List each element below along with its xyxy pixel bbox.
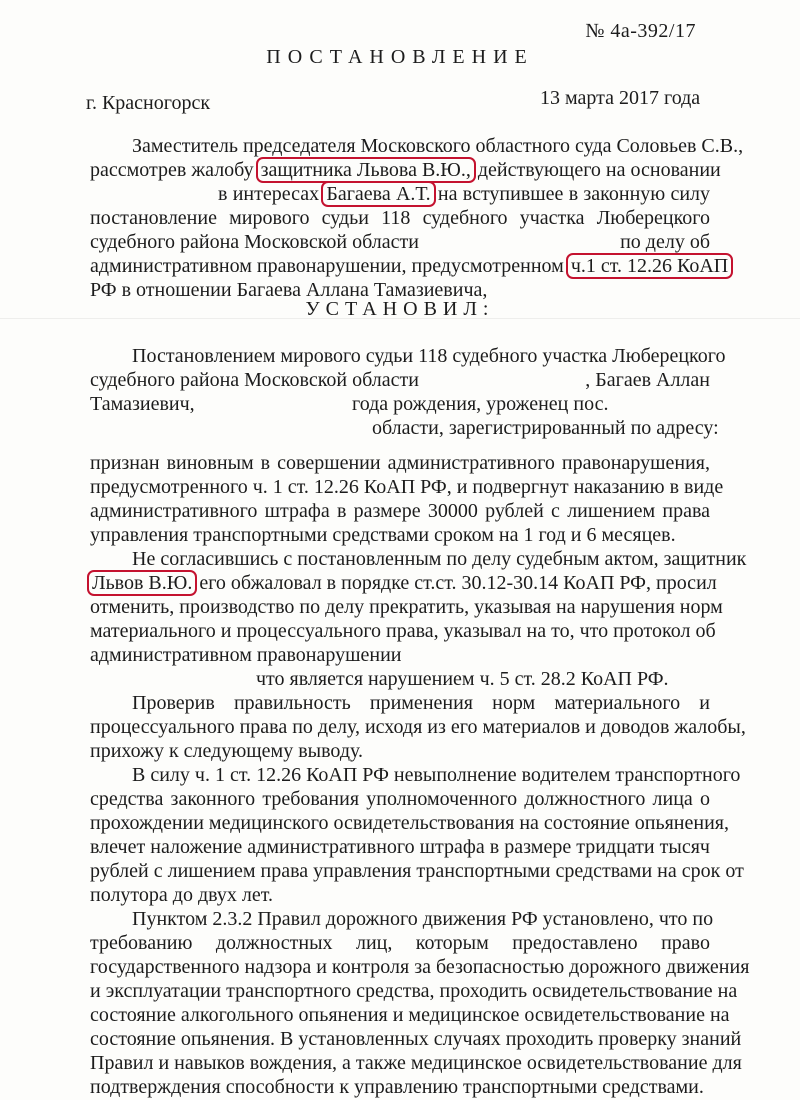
body-line: процессуального права по делу, исходя из его материалов и доводов жалобы, (90, 716, 746, 738)
body-line: предусмотренного ч. 1 ст. 12.26 КоАП РФ, и подвергнут наказанию в виде (90, 476, 724, 498)
document-number: № 4а-392/17 (585, 20, 696, 42)
body-line: рублей с лишением права управления транспортными средствами на срок от (90, 860, 744, 882)
section-heading: УСТАНОВИЛ: (305, 298, 495, 320)
body-line: прохождении медицинского освидетельствования на состояние опьянения, (90, 812, 729, 834)
intro-line: РФ в отношении Багаева Аллана Тамазиевича, (90, 279, 488, 301)
intro-line (90, 157, 721, 183)
intro-text: на вступившее в законную силу (437, 183, 711, 205)
body-line: области, зарегистрированный по адресу: (372, 417, 719, 439)
body-text: судебного района Московской области (90, 369, 419, 391)
body-line: что является нарушением ч. 5 ст. 28.2 КоАП РФ. (256, 668, 669, 690)
body-line: признан виновным в совершении административного правонарушения, (90, 452, 710, 474)
body-line: подтверждения способности к управлению транспортными средствами. (90, 1076, 704, 1098)
intro-line: Заместитель председателя Московского областного суда Соловьев С.В., (132, 135, 744, 157)
body-line: требованию должностных лиц, которым предоставлено право (90, 932, 710, 954)
body-line: административном правонарушении (90, 644, 402, 666)
intro-text: действующего на основании (477, 159, 721, 181)
body-line: Правил и навыков вождения, а также медицинское освидетельствование для (90, 1052, 742, 1074)
body-line: влечет наложение административного штрафа в размере тридцати тысяч (90, 836, 710, 858)
intro-line (218, 181, 710, 207)
body-line: Пунктом 2.3.2 Правил дорожного движения РФ установлено, что по (132, 908, 714, 930)
body-line: В силу ч. 1 ст. 12.26 КоАП РФ невыполнение водителем транспортного (132, 764, 741, 786)
body-text: его обжаловал в порядке ст.ст. 30.12-30.14 КоАП РФ, просил (199, 572, 717, 594)
body-line: и эксплуатации транспортного средства, проходить освидетельствование на (90, 980, 738, 1002)
intro-line (90, 253, 729, 279)
body-line: средства законного требования уполномоченного должностного лица о (90, 788, 710, 810)
highlight-defender-short: Львов В.Ю. (87, 570, 197, 596)
body-line: управления транспортными средствами сроком на 1 год и 6 месяцев. (90, 524, 676, 546)
body-line: Постановлением мирового судьи 118 судебного участка Люберецкого (132, 345, 726, 367)
body-line: отменить, производство по делу прекратить, указывая на нарушения норм (90, 596, 723, 618)
document-place: г. Красногорск (86, 92, 211, 114)
body-line (90, 570, 717, 596)
document-title: ПОСТАНОВЛЕНИЕ (266, 46, 534, 68)
document-date: 13 марта 2017 года (540, 87, 701, 109)
intro-text: административном правонарушении, предусмотренном (90, 255, 564, 277)
body-line: состояние алкогольного опьянения и медицинское освидетельствование на (90, 1004, 730, 1026)
intro-line: постановление мирового судьи 118 судебного участка Люберецкого (90, 207, 710, 229)
body-text: года рождения, уроженец пос. (352, 393, 609, 415)
intro-text: судебного района Московской области (90, 231, 419, 253)
body-line: государственного надзора и контроля за безопасностью дорожного движения (90, 956, 750, 978)
body-line: Проверив правильность применения норм материального и (132, 692, 710, 714)
highlight-person: Багаева А.Т. (321, 181, 435, 207)
highlight-defender: защитника Львова В.Ю., (256, 157, 476, 183)
body-line: состояние опьянения. В установленных случаях проходить проверку знаний (90, 1028, 742, 1050)
highlight-article: ч.1 ст. 12.26 КоАП (566, 253, 733, 279)
body-text: , Багаев Аллан (585, 369, 710, 391)
body-line (90, 391, 710, 417)
body-line: административного штрафа в размере 30000 рублей с лишением права (90, 500, 710, 522)
intro-text: по делу об (620, 231, 710, 253)
body-line: прихожу к следующему выводу. (90, 740, 363, 762)
intro-text: рассмотрев жалобу (90, 159, 254, 181)
intro-text: в интересах (218, 183, 320, 205)
intro-line (90, 229, 710, 255)
body-line: материального и процессуального права, указывал на то, что протокол об (90, 620, 716, 642)
body-line: полутора до двух лет. (90, 884, 273, 906)
body-text: Тамазиевич, (90, 393, 195, 415)
body-line (90, 367, 710, 393)
body-line: Не согласившись с постановленным по делу судебным актом, защитник (132, 548, 747, 570)
